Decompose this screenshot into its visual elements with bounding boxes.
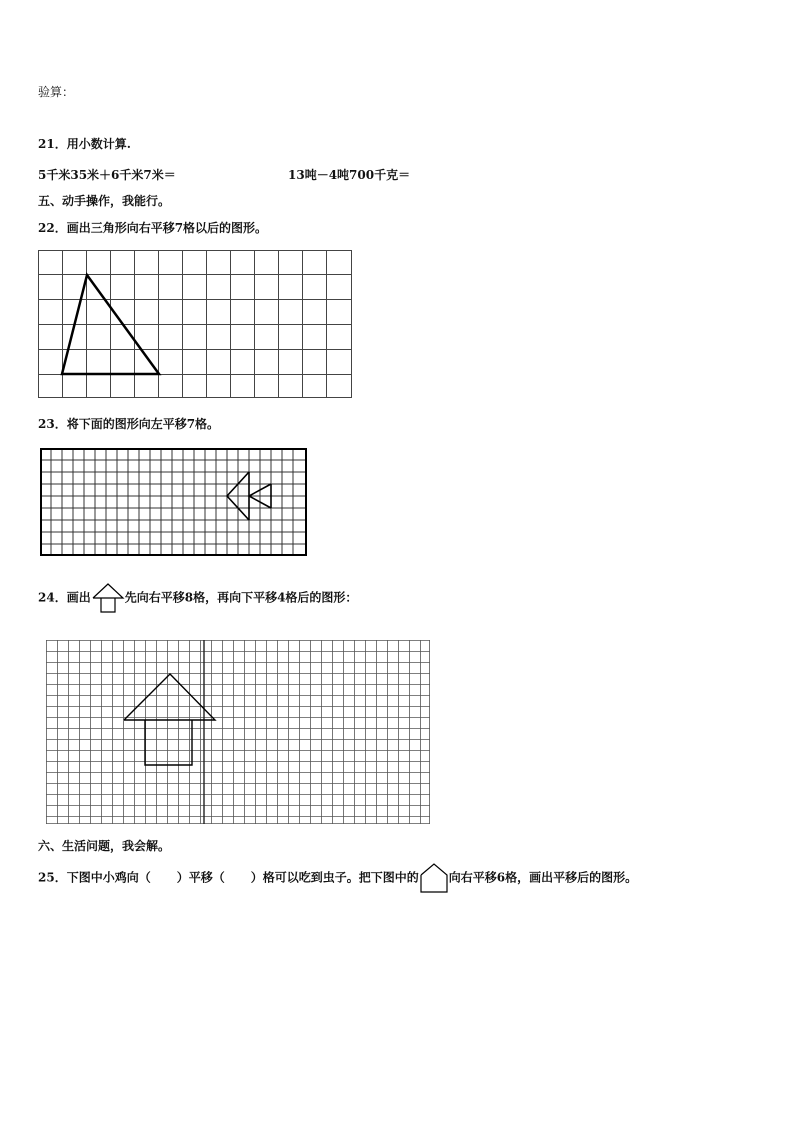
verify-label: 验算：	[38, 85, 75, 99]
q21-expr2: 13吨－4吨700千克＝	[288, 168, 411, 182]
house-shape-icon	[91, 583, 125, 613]
section-6-heading: 六、生活问题，我会解。	[38, 839, 171, 853]
q21-expr1: 5千米35米＋6千米7米＝	[38, 168, 176, 182]
q22-number: 22．	[38, 221, 67, 235]
q21-text: 用小数计算.	[66, 137, 131, 151]
q23-grid-lines	[40, 448, 307, 556]
q23-number: 23．	[38, 417, 67, 431]
q22-heading	[38, 220, 267, 236]
q25-text-d: 向右平移6格，画出平移后的图形。	[448, 870, 638, 885]
q22-text: 画出三角形向右平移7格以后的图形。	[66, 221, 268, 235]
q21-heading	[38, 136, 131, 152]
q24-grid-lines	[46, 640, 430, 824]
q25-text-a: 下图中小鸡向（	[66, 870, 151, 885]
q21-number: 21．	[38, 137, 67, 151]
section-5-heading: 五、动手操作，我能行。	[38, 194, 171, 208]
q23-text: 将下面的图形向左平移7格。	[66, 417, 220, 431]
q25-number: 25．	[38, 870, 67, 885]
q24-house-shape	[124, 674, 215, 765]
pentagon-house-icon	[419, 863, 449, 893]
q24-number: 24．	[38, 590, 67, 605]
q24-text-before: 画出	[66, 590, 91, 605]
q24-heading	[38, 583, 357, 613]
q23-grid	[40, 448, 307, 556]
q22-grid	[38, 250, 352, 398]
q22-grid-lines	[38, 250, 352, 398]
q25-heading	[38, 863, 637, 893]
q24-grid	[46, 640, 430, 824]
q23-heading	[38, 416, 219, 432]
q25-text-b: ）平移（	[176, 870, 225, 885]
q25-text-c: ）格可以吃到虫子。把下图中的	[250, 870, 419, 885]
q24-text-after: 先向右平移8格，再向下平移4格后的图形：	[124, 590, 358, 605]
q23-grid-border	[41, 449, 306, 555]
